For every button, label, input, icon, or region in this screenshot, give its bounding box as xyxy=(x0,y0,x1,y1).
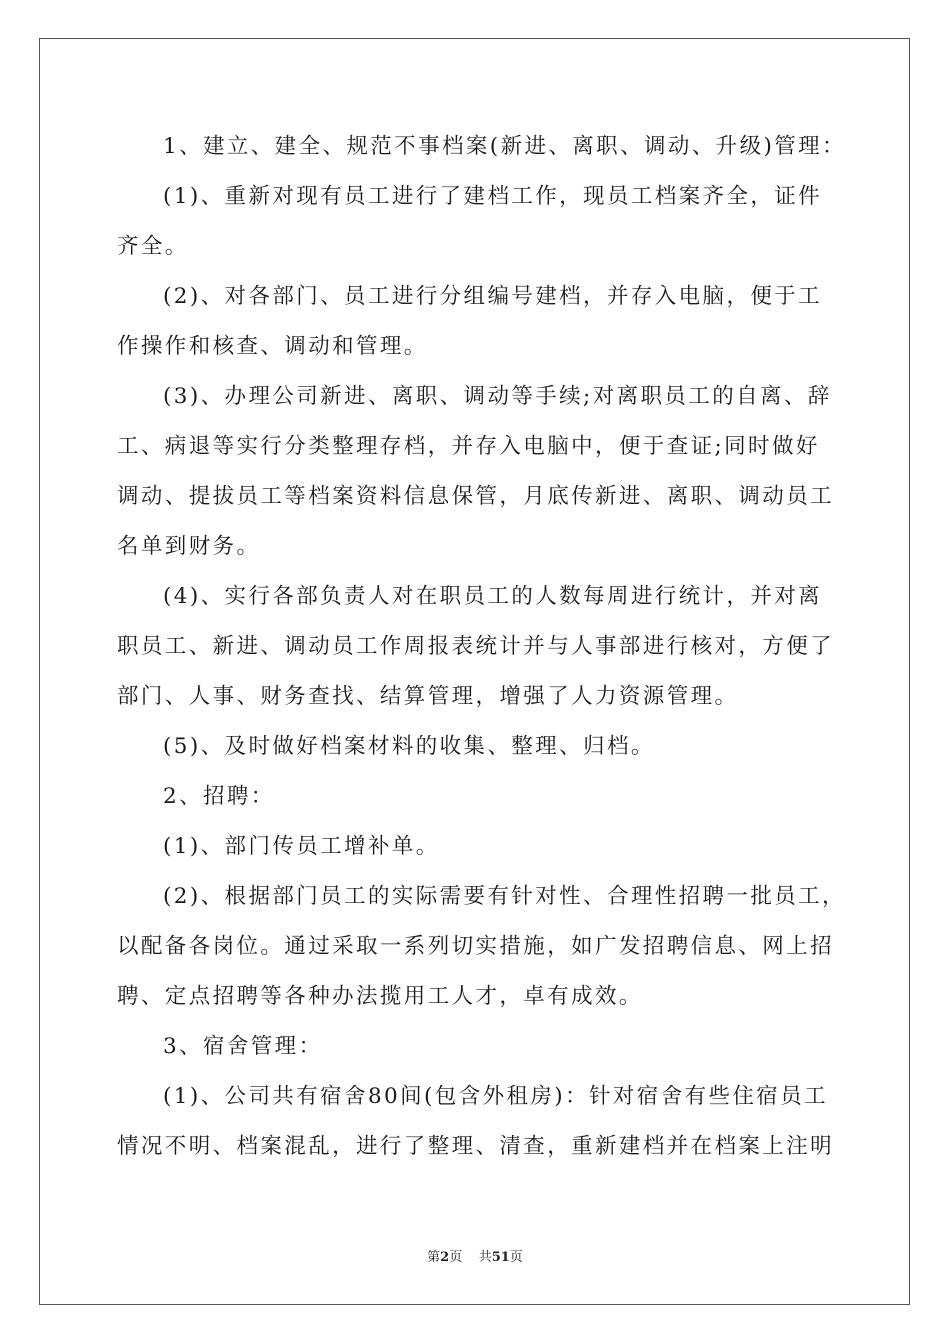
text-line: 职员工、新进、调动员工作周报表统计并与人事部进行核对，方便了 xyxy=(117,634,835,659)
text-line: 工、病退等实行分类整理存档，并存入电脑中，便于查证;同时做好 xyxy=(117,434,820,459)
page-footer xyxy=(0,1246,950,1265)
text-line: (4)、实行各部负责人对在职员工的人数每周进行统计，并对离 xyxy=(163,584,823,609)
text-line: 名单到财务。 xyxy=(117,534,261,559)
text-line: (2)、根据部门员工的实际需要有针对性、合理性招聘一批员工， xyxy=(163,884,846,909)
text-line: 聘、定点招聘等各种办法揽用工人才，卓有成效。 xyxy=(117,984,643,1009)
text-line: 作操作和核查、调动和管理。 xyxy=(117,334,428,359)
text-line: (3)、办理公司新进、离职、调动等手续;对离职员工的自离、辞 xyxy=(163,384,832,409)
text-line: (1)、重新对现有员工进行了建档工作，现员工档案齐全，证件 xyxy=(163,184,823,209)
footer-page-suffix: 页 xyxy=(449,1250,463,1265)
footer-page-total: 51 xyxy=(491,1250,510,1265)
footer-total-suffix: 页 xyxy=(509,1250,523,1265)
text-line: 调动、提拔员工等档案资料信息保管，月底传新进、离职、调动员工 xyxy=(117,484,835,509)
text-line: (1)、公司共有宿舍80间(包含外租房)：针对宿舍有些住宿员工 xyxy=(163,1084,828,1109)
document-body xyxy=(117,122,846,1172)
text-line: (5)、及时做好档案材料的收集、整理、归档。 xyxy=(163,734,655,759)
text-line: 齐全。 xyxy=(117,234,189,259)
text-line: 情况不明、档案混乱，进行了整理、清查，重新建档并在档案上注明 xyxy=(117,1134,835,1159)
footer-total-prefix: 共 xyxy=(478,1250,492,1265)
footer-page-current: 2 xyxy=(440,1250,450,1265)
text-line: 2、招聘： xyxy=(163,784,275,809)
text-line: 1、建立、建全、规范不事档案(新进、离职、调动、升级)管理： xyxy=(163,134,846,159)
text-line: 3、宿舍管理： xyxy=(163,1034,323,1059)
text-line: 部门、人事、财务查找、结算管理，增强了人力资源管理。 xyxy=(117,684,739,709)
text-line: 以配备各岗位。通过采取一系列切实措施，如广发招聘信息、网上招 xyxy=(117,934,835,959)
text-line: (1)、部门传员工增补单。 xyxy=(163,834,440,859)
footer-page-prefix: 第 xyxy=(427,1250,441,1265)
text-line: (2)、对各部门、员工进行分组编号建档，并存入电脑，便于工 xyxy=(163,284,823,309)
